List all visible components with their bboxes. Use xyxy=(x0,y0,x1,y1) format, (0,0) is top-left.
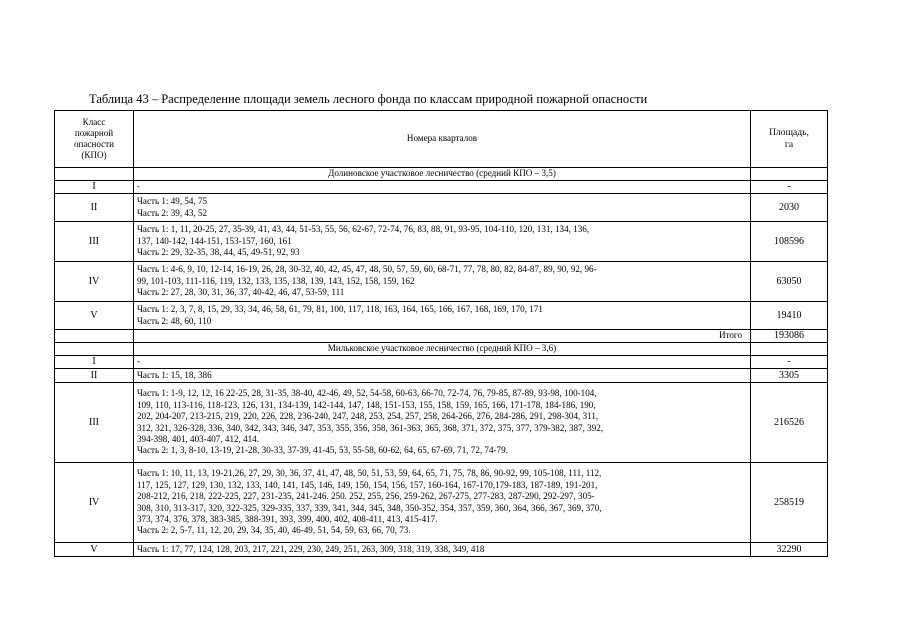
table-row xyxy=(55,369,828,383)
quarters-line: 117, 125, 127, 129, 130, 132, 133, 140, 141, 145, 146, 149, 150, 154, 156, 157, 160-164, 167-170,179-183, 187-189, 191-201, xyxy=(137,479,598,490)
quarters-cell: - xyxy=(134,356,751,369)
quarters-cell xyxy=(134,302,751,330)
section-title-row xyxy=(55,343,828,356)
quarters-line: Часть 1: 1-9, 12, 12, 16 22-25, 28, 31-35, 38-40, 42-46, 49, 52, 54-58, 60-63, 66-70, 72-74, 76, 79-85, 87-89, 93-98, 100-104, xyxy=(137,388,597,399)
total-area: 193086 xyxy=(751,330,828,343)
quarters-line: Часть 2: 2, 5-7, 11, 12, 20, 29, 34, 35, 40, 46-49, 51, 54, 59, 63, 66, 70, 73. xyxy=(137,525,411,536)
header-class-line: опасности xyxy=(73,139,114,149)
table-row xyxy=(55,356,828,369)
table-row xyxy=(55,222,828,262)
quarters-line: 99, 101-103, 111-116, 119, 132, 133, 135, 138, 139, 143, 152, 158, 159, 162 xyxy=(137,275,415,286)
header-class-cell xyxy=(55,111,134,168)
fire-hazard-table xyxy=(54,110,828,557)
table-row xyxy=(55,302,828,330)
quarters-line: 394-398, 401, 403-407, 412, 414. xyxy=(137,433,260,444)
section-title: Долиновское участковое лесничество (средний КПО – 3,5) xyxy=(134,168,751,181)
class-cell: V xyxy=(55,543,134,557)
quarters-line: Часть 1: 10, 11, 13, 19-21,26, 27, 29, 30, 36, 37, 41, 47, 48, 50, 51, 53, 59, 64, 65, 71, 75, 78, 86, 90-92, 99, 105-108, 111, 112, xyxy=(137,468,602,479)
quarters-line: Часть 2: 27, 28, 30, 31, 36, 37, 40-42, 46, 47, 53-59, 111 xyxy=(137,287,345,298)
quarters-line: 208-212, 216, 218, 222-225, 227, 231-235, 241-246. 250. 252, 255, 256, 259-262, 267-275, 277-283, 287-290, 292-297, 305- xyxy=(137,491,595,502)
area-cell: 3305 xyxy=(751,369,828,383)
quarters-cell: Часть 1: 17, 77, 124, 128, 203, 217, 221, 229, 230, 249, 251, 263, 309, 318, 319, 338, 349, 418 xyxy=(134,543,751,557)
section-title-row xyxy=(55,168,828,181)
header-class-line: пожарной xyxy=(74,127,114,138)
class-cell: I xyxy=(55,181,134,194)
total-row xyxy=(55,330,828,343)
class-cell: II xyxy=(55,194,134,222)
header-quarters-cell: Номера кварталов xyxy=(134,111,751,168)
quarters-line: 202, 204-207, 213-215, 219, 220, 226, 228, 236-240, 247, 248, 253, 254, 257, 258, 264-266, 276, 284-286, 291, 298-304, 311, xyxy=(137,411,599,422)
quarters-line: 109, 110, 113-116, 118-123, 126, 131, 134-139, 142-144, 147, 148, 151-153, 155, 158, 159, 165, 166, 171-178, 184-186, 190, xyxy=(137,399,596,410)
class-cell: III xyxy=(55,383,134,463)
empty-cell xyxy=(751,168,828,181)
header-class-line: (КПО) xyxy=(81,150,107,161)
class-cell: V xyxy=(55,302,134,330)
area-cell: - xyxy=(751,181,828,194)
table-header-row xyxy=(55,111,828,168)
empty-cell xyxy=(55,168,134,181)
table-row xyxy=(55,194,828,222)
table-row xyxy=(55,383,828,463)
empty-cell xyxy=(751,343,828,356)
class-cell: IV xyxy=(55,262,134,302)
table-row xyxy=(55,262,828,302)
table-row xyxy=(55,463,828,543)
header-area-line: га xyxy=(784,139,794,150)
quarters-line: 312, 321, 326-328, 336, 340, 342, 343, 346, 347, 353, 355, 356, 358, 361-363, 365, 368, 371, 372, 375, 377, 379-382, 387, 392, xyxy=(137,422,604,433)
quarters-line: Часть 2: 29, 32-35, 38, 44, 45, 49-51, 92, 93 xyxy=(137,247,300,258)
header-area-cell xyxy=(751,111,828,168)
class-cell: II xyxy=(55,369,134,383)
header-class-line: Класс xyxy=(82,116,106,127)
class-cell: IV xyxy=(55,463,134,543)
quarters-line: Часть 1: 49, 54, 75 xyxy=(137,196,208,207)
area-cell: 63050 xyxy=(751,262,828,302)
empty-cell xyxy=(55,330,134,343)
area-cell: 216526 xyxy=(751,383,828,463)
class-cell: III xyxy=(55,222,134,262)
area-cell: 258519 xyxy=(751,463,828,543)
area-cell: 108596 xyxy=(751,222,828,262)
quarters-cell: - xyxy=(134,181,751,194)
quarters-line: Часть 1: 4-6, 9, 10, 12-14, 16-19, 26, 28, 30-32, 40, 42, 45, 47, 48, 50, 57, 59, 60, 68-71, 77, 78, 80, 82, 84-87, 89, 90, 92, 96- xyxy=(137,264,597,275)
header-area-line: Площадь, xyxy=(769,127,809,138)
area-cell: 19410 xyxy=(751,302,828,330)
quarters-cell xyxy=(134,383,751,463)
quarters-cell xyxy=(134,194,751,222)
table-row xyxy=(55,181,828,194)
class-cell: I xyxy=(55,356,134,369)
section-title: Мильковское участковое лесничество (средний КПО – 3,6) xyxy=(134,343,751,356)
quarters-cell: Часть 1: 15, 18, 386 xyxy=(134,369,751,383)
quarters-line: 308, 310, 313-317, 320, 322-325, 329-335, 337, 339, 341, 344, 345, 348, 350-352, 354, 357, 359, 360, 364, 366, 367, 369, 370, xyxy=(137,502,602,513)
table-row xyxy=(55,543,828,557)
quarters-cell xyxy=(134,262,751,302)
empty-cell xyxy=(55,343,134,356)
quarters-cell xyxy=(134,222,751,262)
area-cell: - xyxy=(751,356,828,369)
table-caption: Таблица 43 – Распределение площади земель лесного фонда по классам природной пожарной опасности xyxy=(89,92,648,106)
quarters-line: Часть 2: 1, 3, 8-10, 13-19, 21-28, 30-33, 37-39, 41-45, 53, 55-58, 60-62, 64, 65, 67-69, 71, 72, 74-79. xyxy=(137,445,508,456)
area-cell: 32290 xyxy=(751,543,828,557)
quarters-line: Часть 1: 2, 3, 7, 8, 15, 29, 33, 34, 46, 58, 61, 79, 81, 100, 117, 118, 163, 164, 165, 166, 167, 168, 169, 170, 171 xyxy=(137,304,543,315)
quarters-line: Часть 1: 1, 11, 20-25, 27, 35-39, 41, 43, 44, 51-53, 55, 56, 62-67, 72-74, 76, 83, 88, 91, 93-95, 104-110, 120, 131, 134, 136, xyxy=(137,224,590,235)
quarters-cell xyxy=(134,463,751,543)
quarters-line: 373, 374, 376, 378, 383-385, 388-391, 393, 399, 400, 402, 408-411, 413, 415-417. xyxy=(137,513,438,524)
quarters-line: Часть 2: 48, 60, 110 xyxy=(137,315,212,326)
quarters-line: Часть 2: 39, 43, 52 xyxy=(137,207,208,218)
area-cell: 2030 xyxy=(751,194,828,222)
quarters-line: 137, 140-142, 144-151, 153-157, 160, 161 xyxy=(137,235,292,246)
total-label: Итого xyxy=(134,330,751,343)
